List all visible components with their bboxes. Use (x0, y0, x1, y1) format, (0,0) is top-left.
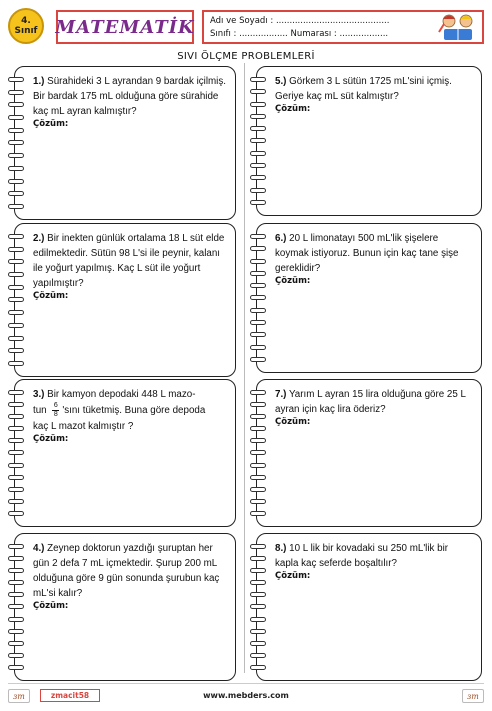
column-divider (244, 63, 245, 673)
notebook-rings (250, 77, 266, 205)
name-line: Adı ve Soyadı : .......................................... (210, 16, 390, 26)
question-number: 5.) (275, 76, 287, 87)
question-number: 7.) (275, 389, 287, 400)
question-number: 4.) (33, 543, 45, 554)
solution-label: Çözüm: (275, 276, 311, 286)
question-text: 2.) Bir inekten günlük ortalama 18 L süt elde edilmektedir. Sütün 98 L'si ile peynir, kalanı ile yoğurt yapılmış. Kaç L süt ile yoğurt yapılmıştır? (33, 233, 225, 289)
grade-badge (8, 8, 44, 44)
solution-label: Çözüm: (33, 434, 69, 444)
subject-title-box (56, 10, 194, 44)
question-text: 1.) Sürahideki 3 L ayrandan 9 bardak içilmiş. Bir bardak 175 mL olduğuna göre sürahide kaç mL ayran kalmıştır? (33, 76, 226, 117)
footer-logo-right: ɜm (462, 689, 484, 703)
solution-label: Çözüm: (275, 417, 311, 427)
question-text: 4.) Zeynep doktorun yazdığı şuruptan her gün 2 defa 7 mL içmektedir. Şurup 200 mL olduğuna göre 9 gün sonunda şurubun kaç mL'si kalır? (33, 543, 220, 599)
question-number: 8.) (275, 543, 287, 554)
question-text: 7.) Yarım L ayran 15 lira olduğuna göre 25 L ayran için kaç lira öderiz? (275, 389, 466, 415)
children-reading-icon (438, 12, 478, 42)
question-text: 8.) 10 L lik bir kovadaki su 250 mL'lik bir kapla kaç seferde boşaltılır? (275, 543, 449, 569)
subject-title: MATEMATİK (55, 16, 195, 38)
notebook-rings (250, 234, 266, 362)
solution-label: Çözüm: (33, 119, 69, 129)
notebook-rings (8, 234, 24, 366)
question-number: 2.) (33, 233, 45, 244)
grade-number: 4. (21, 16, 31, 26)
question-box-2 (14, 223, 236, 377)
notebook-rings (8, 77, 24, 209)
question-box-3 (14, 379, 236, 527)
notebook-rings (8, 544, 24, 670)
footer-logo-left: ɜm (8, 689, 30, 703)
question-box-4 (14, 533, 236, 681)
worksheet-subtitle: SIVI ÖLÇME PROBLEMLERİ (177, 51, 315, 62)
question-box-7 (256, 379, 482, 527)
solution-label: Çözüm: (275, 571, 311, 581)
solution-label: Çözüm: (275, 104, 311, 114)
question-box-8 (256, 533, 482, 681)
question-text: 5.) Görkem 3 L sütün 1725 mL'sini içmiş. Geriye kaç mL süt kalmıştır? (275, 76, 452, 102)
question-number: 1.) (33, 76, 45, 87)
fraction-denominator: 8 (53, 411, 58, 418)
notebook-rings (250, 544, 266, 670)
notebook-rings (250, 390, 266, 516)
question-box-5 (256, 66, 482, 216)
question-text: 6.) 20 L limonatayı 500 mL'lik şişelere koymak istiyoruz. Bunun için kaç tane şişe gereklidir? (275, 233, 459, 274)
grade-label: Sınıf (14, 26, 38, 36)
fraction-numerator: 6 (53, 402, 58, 409)
question-box-1 (14, 66, 236, 220)
question-box-6 (256, 223, 482, 373)
fraction (52, 402, 59, 419)
author-code: zmacit58 (40, 689, 100, 702)
solution-label: Çözüm: (33, 601, 69, 611)
question-text: 3.) Bir kamyon depodaki 448 L mazo- tun $\frac{6}{8}$ 'sını tüketmiş. Buna göre depoda kaç L mazot kalmıştır ? (33, 389, 206, 432)
question-number: 6.) (275, 233, 287, 244)
class-line: Sınıfı : .................. Numarası : .................. (210, 29, 389, 39)
footer-divider (8, 683, 484, 684)
solution-label: Çözüm: (33, 291, 69, 301)
question-number: 3.) (33, 389, 45, 400)
website-link[interactable]: www.mebders.com (203, 691, 289, 700)
notebook-rings (8, 390, 24, 516)
